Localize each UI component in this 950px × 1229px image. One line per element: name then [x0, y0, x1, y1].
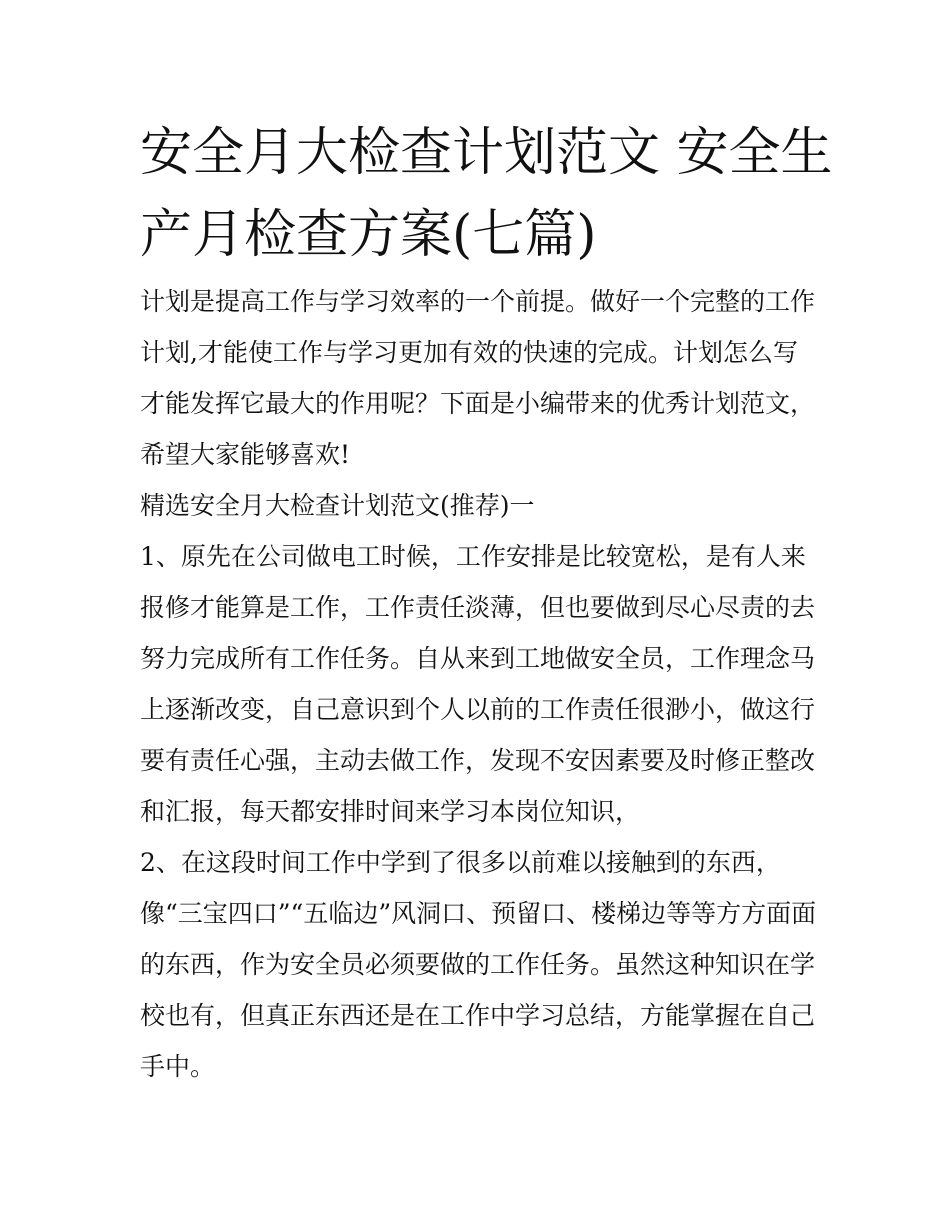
- title-line: 安全月大检查计划范文 安全生: [140, 123, 833, 183]
- document-body: [140, 276, 820, 1092]
- document-title: [140, 112, 833, 276]
- intro-line: 计划,才能使工作与学习更加有效的快速的完成。计划怎么写: [140, 338, 798, 367]
- paragraph-line: 和汇报，每天都安排时间来学习本岗位知识，: [140, 797, 641, 826]
- paragraph-line: 1、原先在公司做电工时候，工作安排是比较宽松，是有人来: [140, 542, 806, 571]
- title-line: 产月检查方案(七篇): [140, 205, 597, 265]
- paragraph-line: 的东西，作为安全员必须要做的工作任务。虽然这种知识在学: [140, 950, 816, 979]
- paragraph-line: 报修才能算是工作，工作责任淡薄，但也要做到尽心尽责的去: [140, 593, 816, 622]
- intro-line: 计划是提高工作与学习效率的一个前提。做好一个完整的工作: [140, 287, 816, 316]
- paragraph-line: 校也有，但真正东西还是在工作中学习总结，方能掌握在自己: [140, 1001, 816, 1030]
- intro-line: 希望大家能够喜欢!: [140, 440, 351, 469]
- paragraph-line: 努力完成所有工作任务。自从来到工地做安全员，工作理念马: [140, 644, 816, 673]
- intro-line: 才能发挥它最大的作用呢？下面是小编带来的优秀计划范文，: [140, 389, 816, 418]
- paragraph-line: 2、在这段时间工作中学到了很多以前难以接触到的东西，: [140, 848, 781, 877]
- paragraph-line: 像“三宝四口”“五临边”风洞口、预留口、楼梯边等等方方面面: [140, 899, 817, 928]
- section-heading: 精选安全月大检查计划范文(推荐)一: [140, 491, 535, 520]
- paragraph-line: 上逐渐改变，自己意识到个人以前的工作责任很渺小，做这行: [140, 695, 816, 724]
- paragraph-line: 要有责任心强，主动去做工作，发现不安因素要及时修正整改: [140, 746, 816, 775]
- paragraph-line: 手中。: [140, 1052, 216, 1081]
